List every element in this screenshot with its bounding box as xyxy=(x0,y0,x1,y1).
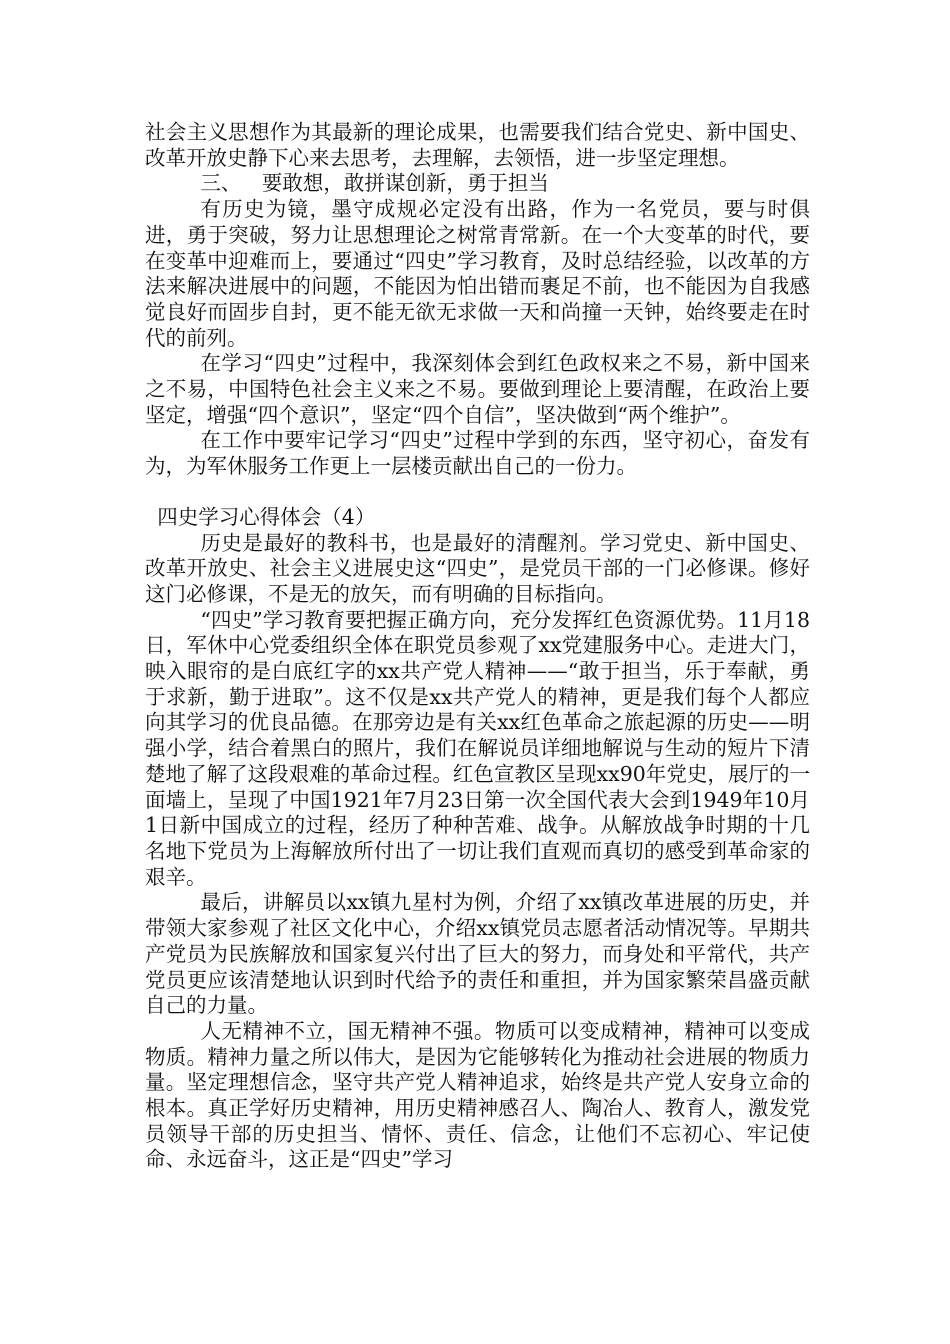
section-number: 三、 xyxy=(200,171,242,196)
section-heading-3 xyxy=(145,171,810,197)
paragraph-work: 在工作中要牢记学习“四史”过程中学到的东西，坚守初心，奋发有为，为军休服务工作更上一层楼贡献出自己的一份力。 xyxy=(145,428,810,479)
paragraph-continued: 社会主义思想作为其最新的理论成果，也需要我们结合党史、新中国史、改革开放史静下心来去思考，去理解，去领悟，进一步坚定理想。 xyxy=(145,120,810,170)
paragraph-spirit: 人无精神不立，国无精神不强。物质可以变成精神，精神可以变成物质。精神力量之所以伟大，是因为它能够转化为推动社会进展的物质力量。坚定理想信念，坚守共产党人精神追求，始终是共产党人安身立命的根本。真正学好历史精神，用历史精神感召人、陶冶人、教育人，激发党员领导干部的历史担当、情怀、责任、信念，让他们不忘初心、牢记使命、永远奋斗，这正是“四史”学习 xyxy=(145,1018,810,1172)
document-page xyxy=(145,120,810,1173)
paragraph-finally: 最后，讲解员以xx镇九星村为例，介绍了xx镇改革进展的历史，并带领大家参观了社区文化中心，介绍xx镇党员志愿者活动情况等。早期共产党员为民族解放和国家复兴付出了巨大的努力，而身处和平常代，共产党员更应该清楚地认识到时代给予的责任和重担，并为国家繁荣昌盛贡献自己的力量。 xyxy=(145,890,810,1018)
paragraph-textbook: 历史是最好的教科书，也是最好的清醒剂。学习党史、新中国史、改革开放史、社会主义进展史这“四史”，是党员干部的一门必修课。修好这门必修课，不是无的放矢，而有明确的目标指向。 xyxy=(145,530,810,606)
section-title: 要敢想，敢拼谋创新，勇于担当 xyxy=(261,171,549,196)
paragraph-learning: 在学习“四史”过程中，我深刻体会到红色政权来之不易，新中国来之不易，中国特色社会主义来之不易。要做到理论上要清醒，在政治上要坚定，增强“四个意识”，坚定“四个自信”，坚决做到“两个维护”。 xyxy=(145,351,810,427)
essay-title: 四史学习心得体会（4） xyxy=(157,504,376,529)
paragraph-direction: “四史”学习教育要把握正确方向，充分发挥红色资源优势。11月18日，军休中心党委组织全体在职党员参观了xx党建服务中心。走进大门，映入眼帘的是白底红字的xx共产党人精神——“敢于担当，乐于奉献，勇于求新，勤于进取”。这不仅是xx共产党人的精神，更是我们每个人都应向其学习的优良品德。在那旁边是有关xx红色革命之旅起源的历史——明强小学，结合着黑白的照片，我们在解说员详细地解说与生动的短片下清楚地了解了这段艰难的革命过程。红色宣教区呈现xx90年党史，展厅的一面墙上，呈现了中国1921年7月23日第一次全国代表大会到1949年10月1日新中国成立的过程，经历了种种苦难、战争。从解放战争时期的十几名地下党员为上海解放所付出了一切让我们直观而真切的感受到革命家的艰辛。 xyxy=(145,607,810,889)
paragraph-history-mirror: 有历史为镜，墨守成规必定没有出路，作为一名党员，要与时俱进，勇于突破，努力让思想理论之树常青常新。在一个大变革的时代，要在变革中迎难而上，要通过“四史”学习教育，及时总结经验，以改革的方法来解决进展中的问题，不能因为怕出错而裹足不前，也不能因为自我感觉良好而固步自封，更不能无欲无求做一天和尚撞一天钟，始终要走在时代的前列。 xyxy=(145,197,810,350)
